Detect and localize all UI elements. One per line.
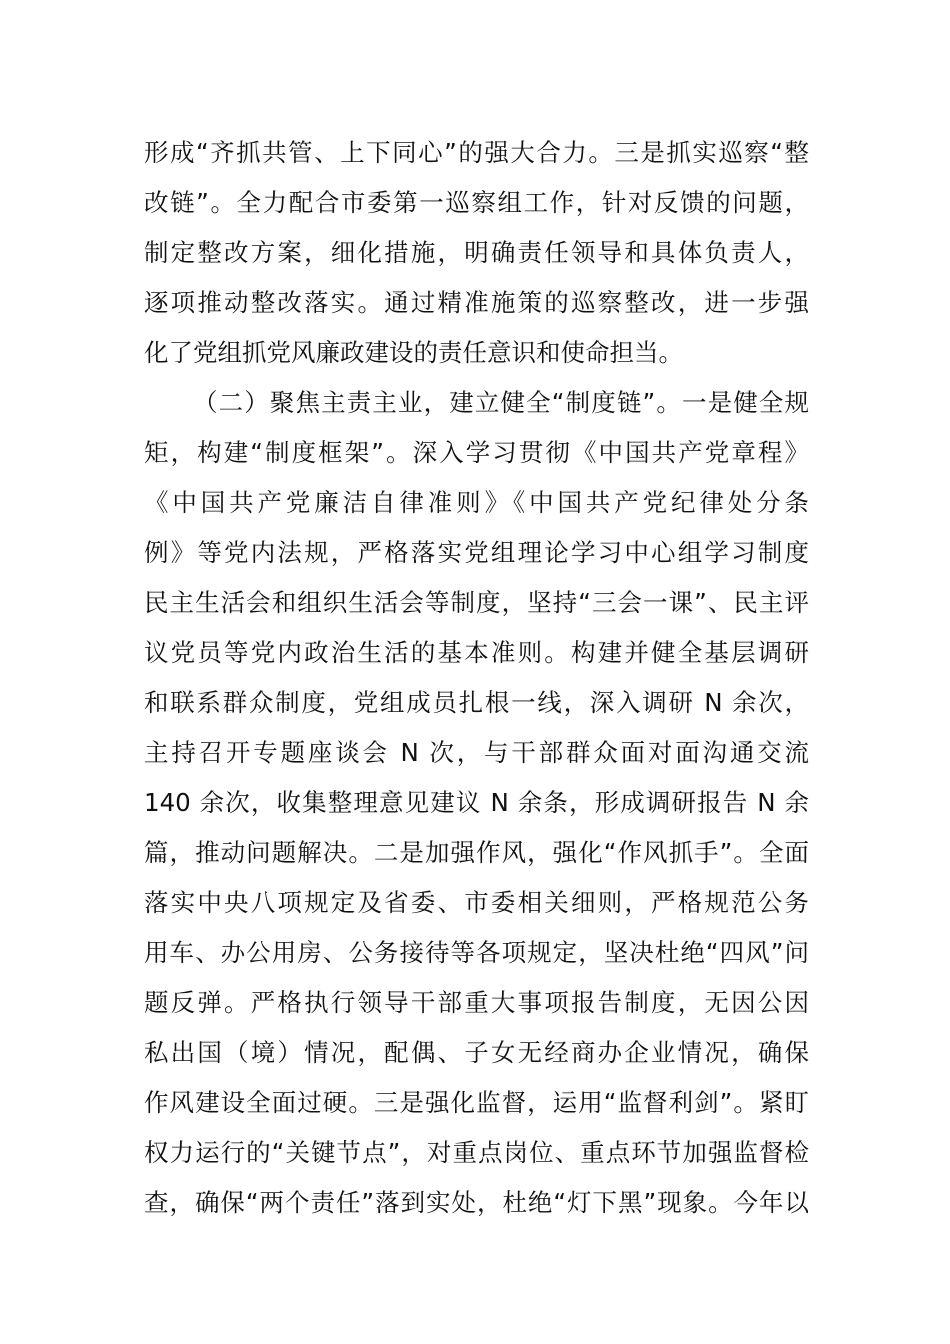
section-heading-line: （二）聚焦主责主业，建立健全“制度链”。一是健全规 bbox=[193, 388, 809, 417]
text-line-13: 主持召开专题座谈会 N 次，与干部群众面对面沟通交流 bbox=[144, 738, 809, 767]
text-line-1: 形成“齐抓共管、上下同心”的强大合力。三是抓实巡察“整 bbox=[144, 138, 809, 167]
text-line-21: 权力运行的“关键节点”，对重点岗位、重点环节加强监督检 bbox=[144, 1138, 809, 1167]
text-line-15: 篇，推动问题解决。二是加强作风，强化“作风抓手”。全面 bbox=[144, 838, 809, 867]
text-line-16: 落实中央八项规定及省委、市委相关细则，严格规范公务 bbox=[144, 888, 809, 917]
text-line-5: 化了党组抓党风廉政建设的责任意识和使命担当。 bbox=[144, 338, 683, 367]
text-line-8: 《中国共产党廉洁自律准则》《中国共产党纪律处分条 bbox=[144, 488, 809, 517]
text-line-10: 民主生活会和组织生活会等制度，坚持“三会一课”、民主评 bbox=[144, 588, 809, 617]
text-line-19: 私出国（境）情况，配偶、子女无经商办企业情况，确保 bbox=[144, 1038, 809, 1067]
text-line-20: 作风建设全面过硬。三是强化监督，运用“监督利剑”。紧盯 bbox=[144, 1088, 809, 1117]
body-text bbox=[144, 128, 809, 1228]
text-line-17: 用车、办公用房、公务接待等各项规定，坚决杜绝“四风”问 bbox=[144, 938, 809, 967]
text-line-14: 140 余次，收集整理意见建议 N 余条，形成调研报告 N 余 bbox=[144, 788, 809, 817]
text-line-2: 改链”。全力配合市委第一巡察组工作，针对反馈的问题， bbox=[144, 188, 809, 217]
text-line-3: 制定整改方案，细化措施，明确责任领导和具体负责人， bbox=[144, 238, 809, 267]
text-line-12: 和联系群众制度，党组成员扎根一线，深入调研 N 余次， bbox=[144, 688, 809, 717]
text-line-18: 题反弹。严格执行领导干部重大事项报告制度，无因公因 bbox=[144, 988, 809, 1017]
text-line-11: 议党员等党内政治生活的基本准则。构建并健全基层调研 bbox=[144, 638, 809, 667]
text-line-4: 逐项推动整改落实。通过精准施策的巡察整改，进一步强 bbox=[144, 288, 809, 317]
text-line-22: 查，确保“两个责任”落到实处，杜绝“灯下黑”现象。今年以 bbox=[144, 1188, 809, 1217]
text-line-7: 矩，构建“制度框架”。深入学习贯彻《中国共产党章程》 bbox=[144, 438, 809, 467]
text-line-9: 例》等党内法规，严格落实党组理论学习中心组学习制度 bbox=[144, 538, 809, 567]
